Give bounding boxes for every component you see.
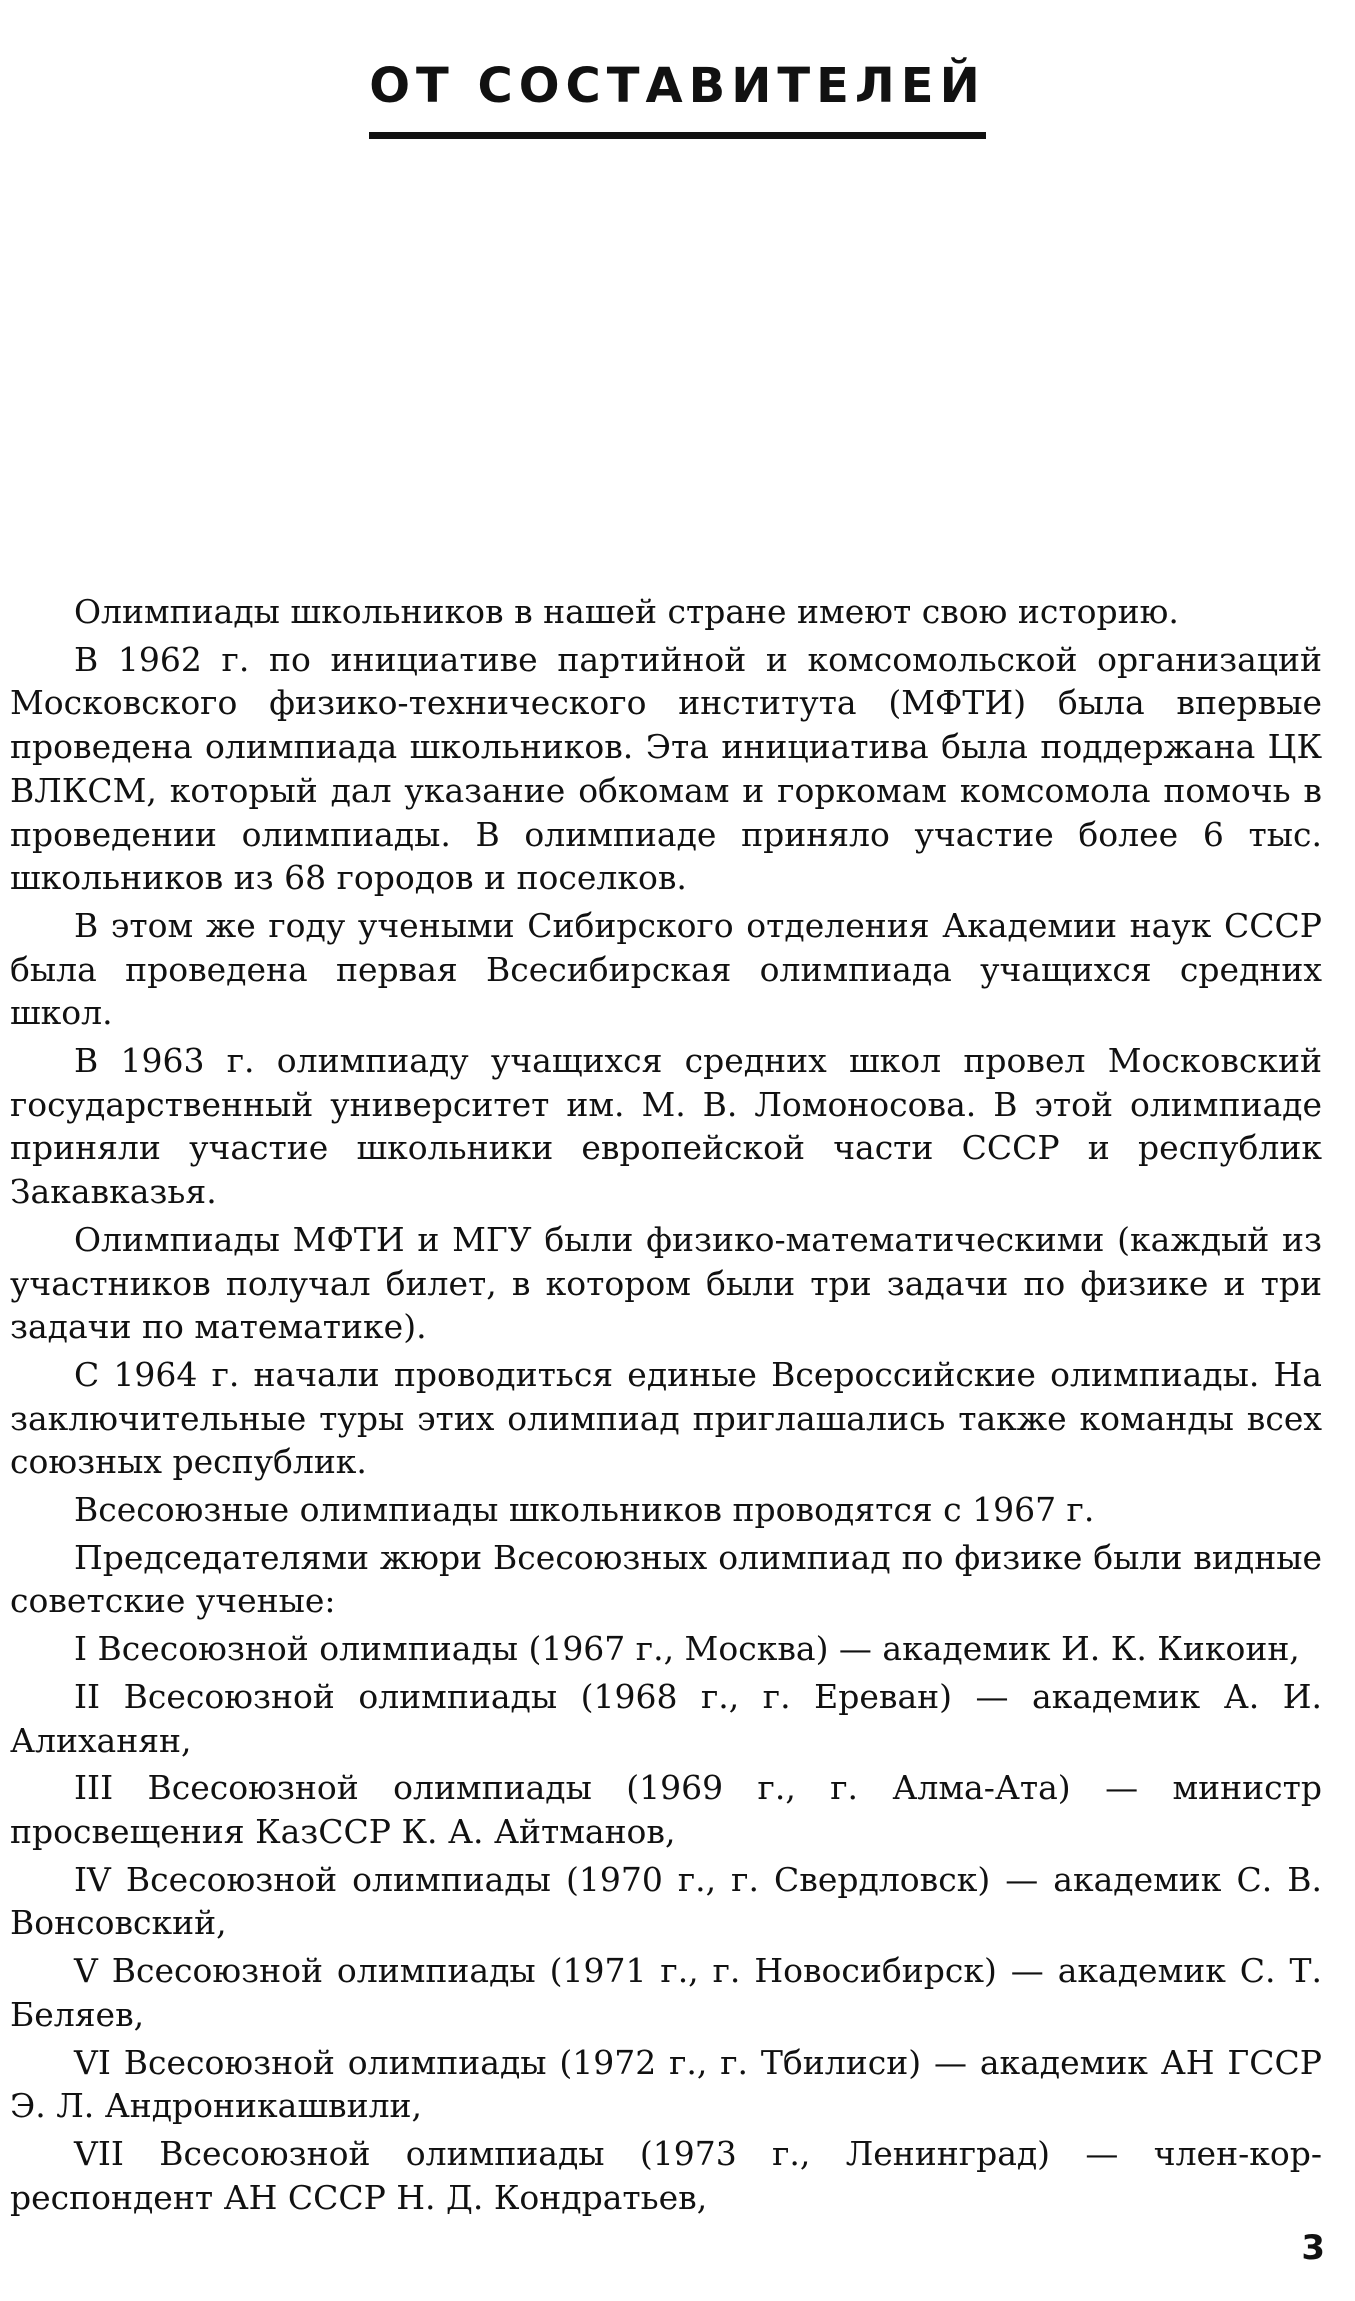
page-number: 3 — [1301, 2228, 1325, 2268]
list-item-olympiad-2: II Всесоюзной олимпиады (1968 г., г. Ереван) — академик А. И. Алиханян, — [10, 1676, 1322, 1760]
paragraph-mipt-1962: В 1962 г. по инициативе партийной и комсомольской организаций Московского физико-технического института (МФТИ) была впервые проведена олимпиада школьников. Эта инициатива была поддержана ЦК ВЛКСМ, который дал указание обкомам и горкомам комсомола помочь в проведении олимпиады. В олимпиаде приняло участие более 6 тыс. школьников из 68 городов и поселков. — [10, 639, 1322, 898]
paragraph-history-intro: Олимпиады школьников в нашей стране имеют свою историю. — [74, 592, 1179, 631]
paragraph-mipt-msu-format: Олимпиады МФТИ и МГУ были физико-математическими (каждый из участников получал билет, в котором были три задачи по физике и три задачи по математике). — [10, 1219, 1322, 1347]
paragraph-all-union-1967: Всесоюзные олимпиады школьников проводятся с 1967 г. — [74, 1490, 1095, 1530]
list-item-olympiad-3: III Всесоюзной олимпиады (1969 г., г. Алма-Ата) — министр просвещения КазССР К. А. Айтманов, — [10, 1768, 1322, 1851]
body-text — [10, 590, 1322, 2223]
paragraph-siberian-olympiad: В этом же году учеными Сибирского отделения Академии наук СССР была проведена первая Всесибирская олимпиада учащихся средних школ. — [10, 905, 1322, 1033]
list-item-olympiad-4: IV Всесоюзной олимпиады (1970 г., г. Свердловск) — академик С. В. Вонсовский, — [10, 1859, 1322, 1943]
chapter-title: ОТ СОСТАВИТЕЛЕЙ — [369, 62, 986, 139]
paragraph-msu-1963: В 1963 г. олимпиаду учащихся средних школ провел Московский государственный университет им. М. В. Ломоносова. В этой олимпиаде приняли участие школьники европейской части СССР и республик Закавказья. — [10, 1041, 1322, 1212]
chapter-heading — [0, 58, 1355, 139]
list-item-olympiad-5: V Всесоюзной олимпиады (1971 г., г. Новосибирск) — академик С. Т. Беляев, — [10, 1951, 1322, 2034]
paragraph-all-russian-1964: С 1964 г. начали проводиться единые Всероссийские олимпиады. На заключительные туры этих олимпиад приглашались также команды всех союзных республик. — [10, 1354, 1322, 1482]
list-item-olympiad-6: VI Всесоюзной олимпиады (1972 г., г. Тбилиси) — академик АН ГССР Э. Л. Андроникашвили, — [10, 2042, 1322, 2126]
list-item-olympiad-7: VII Всесоюзной олимпиады (1973 г., Ленинград) — член-корреспондент АН СССР Н. Д. Кондратьев, — [10, 2133, 1322, 2217]
list-item-olympiad-1: I Всесоюзной олимпиады (1967 г., Москва) — академик И. К. Кикоин, — [74, 1629, 1300, 1669]
paragraph-jury-chairs-intro: Председателями жюри Всесоюзных олимпиад по физике были видные советские ученые: — [10, 1537, 1322, 1621]
